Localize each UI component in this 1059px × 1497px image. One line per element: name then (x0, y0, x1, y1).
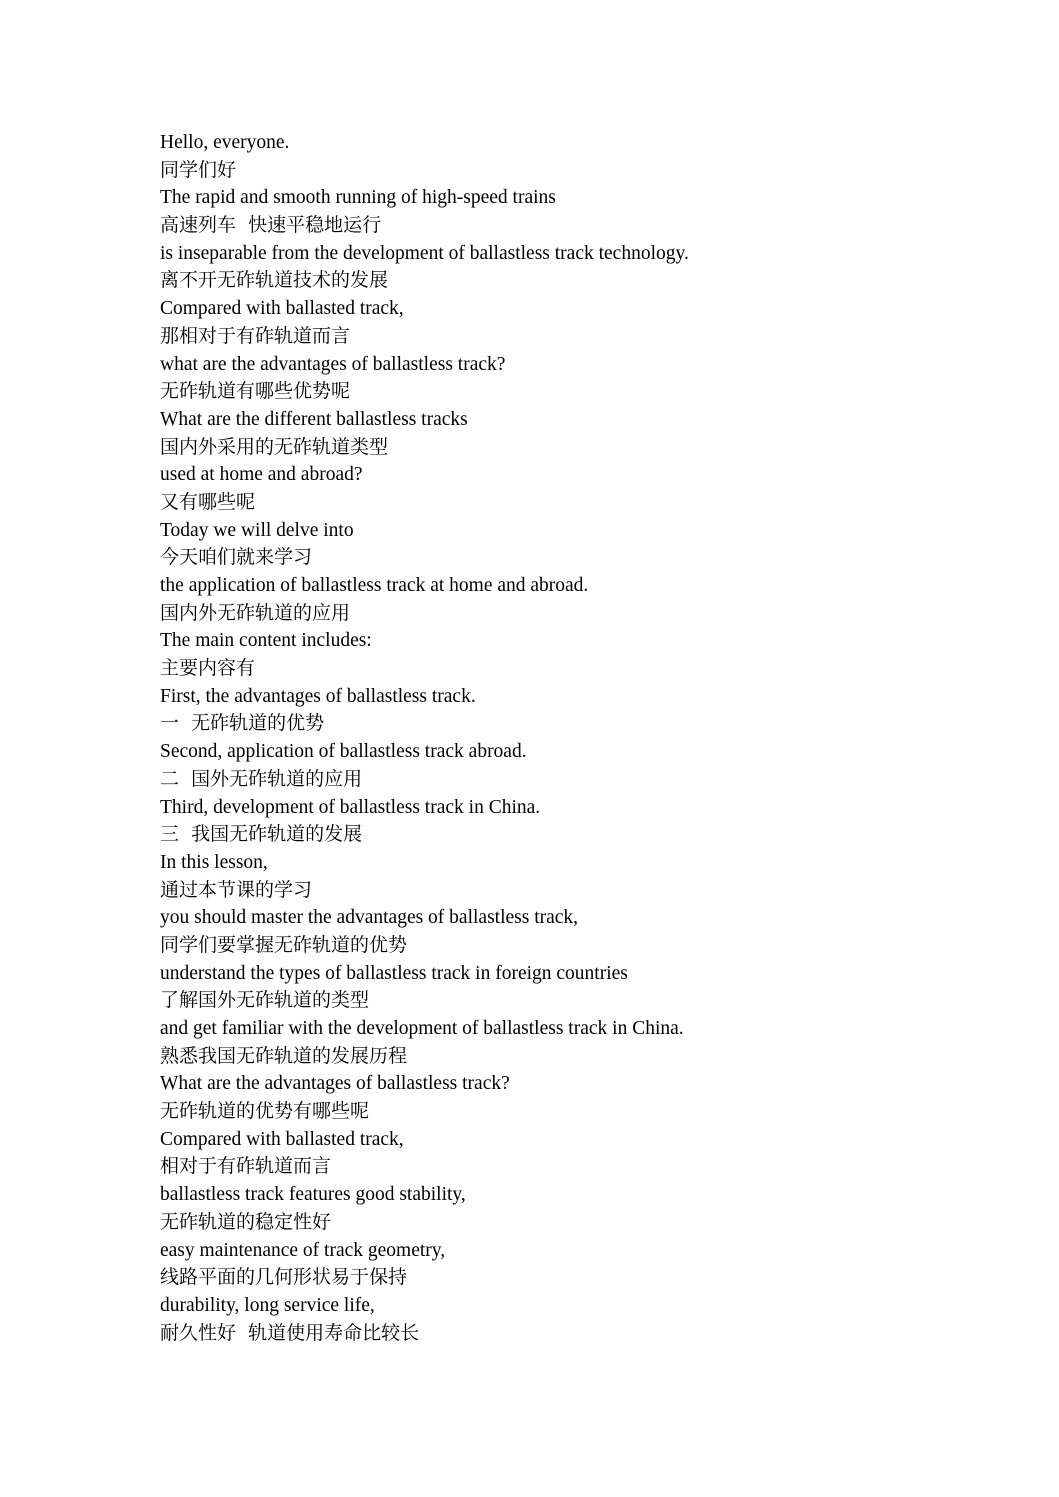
transcript-line-zh: 二 国外无砟轨道的应用 (160, 767, 363, 790)
transcript-line-en: what are the advantages of ballastless track? (160, 353, 506, 375)
transcript-line-en: What are the advantages of ballastless track? (160, 1073, 510, 1095)
transcript-line-en: In this lesson, (160, 851, 268, 873)
transcript-line-zh: 熟悉我国无砟轨道的发展历程 (160, 1044, 408, 1067)
transcript-line-zh: 线路平面的几何形状易于保持 (160, 1266, 408, 1289)
transcript-body (160, 129, 980, 1347)
transcript-line-en: durability, long service life, (160, 1294, 375, 1316)
transcript-line-en: The main content includes: (160, 630, 372, 652)
transcript-line-en: What are the different ballastless tracks (160, 408, 468, 430)
transcript-line-zh: 主要内容有 (160, 657, 256, 680)
transcript-line-en: Today we will delve into (160, 519, 354, 541)
transcript-line-zh: 无砟轨道有哪些优势呢 (160, 380, 351, 403)
transcript-line-zh: 今天咱们就来学习 (160, 546, 313, 569)
transcript-line-zh: 国内外采用的无砟轨道类型 (160, 435, 389, 458)
transcript-line-en: understand the types of ballastless track in foreign countries (160, 962, 628, 984)
transcript-line-zh: 同学们要掌握无砟轨道的优势 (160, 933, 408, 956)
transcript-line-zh: 无砟轨道的稳定性好 (160, 1210, 332, 1233)
transcript-line-en: Hello, everyone. (160, 132, 290, 153)
transcript-line-zh: 通过本节课的学习 (160, 878, 313, 901)
transcript-line-en: Compared with ballasted track, (160, 1128, 404, 1150)
transcript-line-zh: 又有哪些呢 (160, 490, 256, 513)
transcript-line-zh: 了解国外无砟轨道的类型 (160, 989, 370, 1012)
transcript-line-en: is inseparable from the development of ballastless track technology. (160, 242, 689, 264)
transcript-line-zh: 离不开无砟轨道技术的发展 (160, 269, 389, 292)
transcript-line-zh: 高速列车 快速平稳地运行 (160, 214, 382, 237)
transcript-line-en: used at home and abroad? (160, 464, 363, 486)
transcript-line-zh: 那相对于有砟轨道而言 (160, 324, 351, 347)
transcript-line-zh: 相对于有砟轨道而言 (160, 1155, 332, 1178)
transcript-line-zh: 同学们好 (160, 158, 237, 181)
transcript-line-zh: 国内外无砟轨道的应用 (160, 601, 351, 624)
transcript-line-en: Second, application of ballastless track abroad. (160, 741, 527, 763)
transcript-line-en: and get familiar with the development of ballastless track in China. (160, 1018, 684, 1039)
transcript-line-zh: 无砟轨道的优势有哪些呢 (160, 1100, 370, 1123)
transcript-line-en: First, the advantages of ballastless track. (160, 685, 476, 707)
transcript-line-en: easy maintenance of track geometry, (160, 1239, 446, 1261)
transcript-line-en: The rapid and smooth running of high-speed trains (160, 187, 556, 209)
transcript-line-zh: 三 我国无砟轨道的发展 (160, 823, 363, 846)
transcript-line-en: Compared with ballasted track, (160, 298, 404, 320)
transcript-line-en: you should master the advantages of ballastless track, (160, 907, 579, 929)
transcript-line-zh: 耐久性好 轨道使用寿命比较长 (160, 1321, 420, 1344)
transcript-line-en: Third, development of ballastless track in China. (160, 796, 541, 818)
transcript-line-en: ballastless track features good stability, (160, 1184, 466, 1206)
transcript-line-en: the application of ballastless track at home and abroad. (160, 575, 589, 596)
transcript-line-zh: 一 无砟轨道的优势 (160, 712, 325, 735)
